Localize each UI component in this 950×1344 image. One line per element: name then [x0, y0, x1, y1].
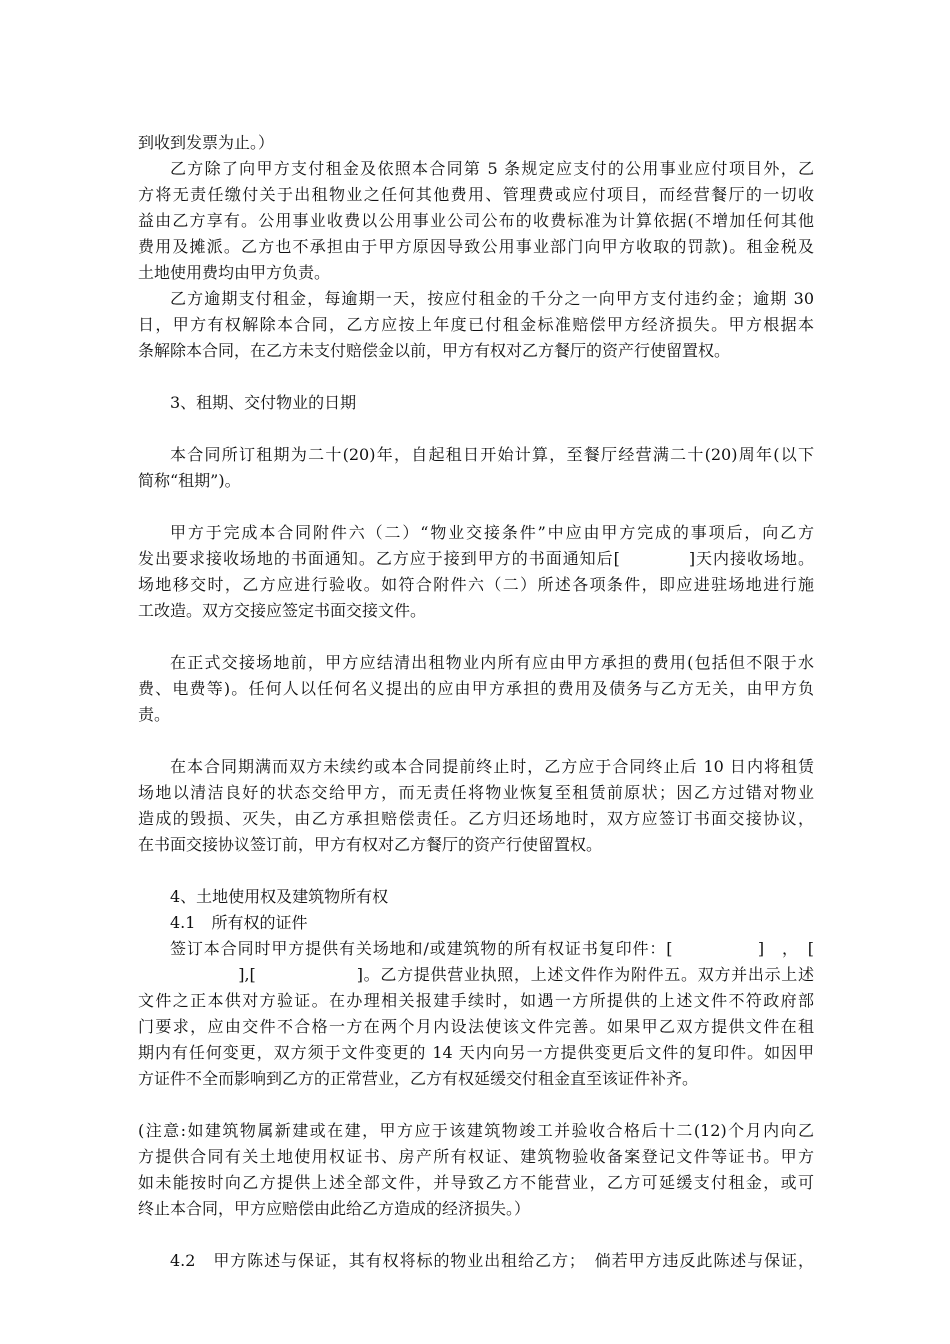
text-line: 乙方逾期支付租金，每逾期一天，按应付租金的千分之一向甲方支付违约金；逾期 30: [170, 289, 814, 308]
text-line: 费、电费等)。任何人以任何名义提出的应由甲方承担的费用及债务与乙方无关，由甲方负: [138, 679, 814, 698]
text-line: 造成的毁损、灭失，由乙方承担赔偿责任。乙方归还场地时，双方应签订书面交接协议，: [138, 809, 814, 828]
text-line: 简称“租期”)。: [138, 471, 241, 490]
text-line: 发出要求接收场地的书面通知。乙方应于接到甲方的书面通知后[ ]天内接收场地。: [138, 549, 814, 568]
text-line: 期内有任何变更，双方须于文件变更的 14 天内向另一方提供变更后文件的复印件。如因甲: [138, 1043, 814, 1062]
text-line: 场地以清洁良好的状态交给甲方，而无责任将物业恢复至租赁前原状；因乙方过错对物业: [138, 783, 814, 802]
text-line: 费用及摊派。乙方也不承担由于甲方原因导致公用事业部门向甲方收取的罚款)。租金税及: [138, 237, 814, 256]
text-line: 在正式交接场地前，甲方应结清出租物业内所有应由甲方承担的费用(包括但不限于水: [170, 653, 814, 672]
text-line: 本合同所订租期为二十(20)年，自起租日开始计算，至餐厅经营满二十(20)周年(以下: [170, 445, 814, 464]
text-line: 到收到发票为止。）: [138, 133, 275, 152]
section-heading: 3、租期、交付物业的日期: [170, 393, 357, 412]
note-line: 如未能按时向乙方提供上述全部文件，并导致乙方不能营业，乙方可延缓支付租金，或可: [138, 1173, 814, 1192]
text-line: 工改造。双方交接应签定书面交接文件。: [138, 601, 427, 620]
text-line: 责。: [138, 705, 171, 724]
subsection-heading: 4.1 所有权的证件: [170, 913, 308, 932]
text-line: 日，甲方有权解除本合同，乙方应按上年度已付租金标准赔偿甲方经济损失。甲方根据本: [138, 315, 814, 334]
text-line: 方证件不全而影响到乙方的正常营业，乙方有权延缓交付租金直至该证件补齐。: [138, 1069, 699, 1088]
text-line: 条解除本合同，在乙方未支付赔偿金以前，甲方有权对乙方餐厅的资产行使留置权。: [138, 341, 731, 360]
text-line: 4.2 甲方陈述与保证，其有权将标的物业出租给乙方； 倘若甲方违反此陈述与保证，: [170, 1251, 814, 1270]
note-line: 方提供合同有关土地使用权证书、房产所有权证、建筑物验收备案登记文件等证书。甲方: [138, 1147, 814, 1166]
text-line: 方将无责任缴付关于出租物业之任何其他费用、管理费或应付项目，而经营餐厅的一切收: [138, 185, 814, 204]
text-line: 文件之正本供对方验证。在办理相关报建手续时，如遇一方所提供的上述文件不符政府部: [138, 991, 814, 1010]
text-line: 土地使用费均由甲方负责。: [138, 263, 331, 282]
note-line: (注意:如建筑物属新建或在建，甲方应于该建筑物竣工并验收合格后十二(12)个月内向乙: [138, 1121, 814, 1140]
section-heading: 4、土地使用权及建筑物所有权: [170, 887, 389, 906]
text-line: 签订本合同时甲方提供有关场地和/或建筑物的所有权证书复印件：[ ] ， [: [170, 939, 814, 958]
note-line: 终止本合同，甲方应赔偿由此给乙方造成的经济损失。）: [138, 1199, 531, 1218]
text-line: 在本合同期满而双方未续约或本合同提前终止时，乙方应于合同终止后 10 日内将租赁: [170, 757, 814, 776]
text-line: 门要求，应由交件不合格一方在两个月内设法使该文件完善。如果甲乙双方提供文件在租: [138, 1017, 814, 1036]
text-line: 在书面交接协议签订前，甲方有权对乙方餐厅的资产行使留置权。: [138, 835, 603, 854]
text-line: 甲方于完成本合同附件六（二）“物业交接条件”中应由甲方完成的事项后，向乙方: [170, 523, 814, 542]
text-line: 益由乙方享有。公用事业收费以公用事业公司公布的收费标准为计算依据(不增加任何其他: [138, 211, 814, 230]
text-line: 场地移交时，乙方应进行验收。如符合附件六（二）所述各项条件，即应进驻场地进行施: [138, 575, 814, 594]
text-line: 乙方除了向甲方支付租金及依照本合同第 5 条规定应支付的公用事业应付项目外，乙: [170, 159, 814, 178]
text-line: ],[ ]。乙方提供营业执照，上述文件作为附件五。双方并出示上述: [138, 965, 814, 984]
